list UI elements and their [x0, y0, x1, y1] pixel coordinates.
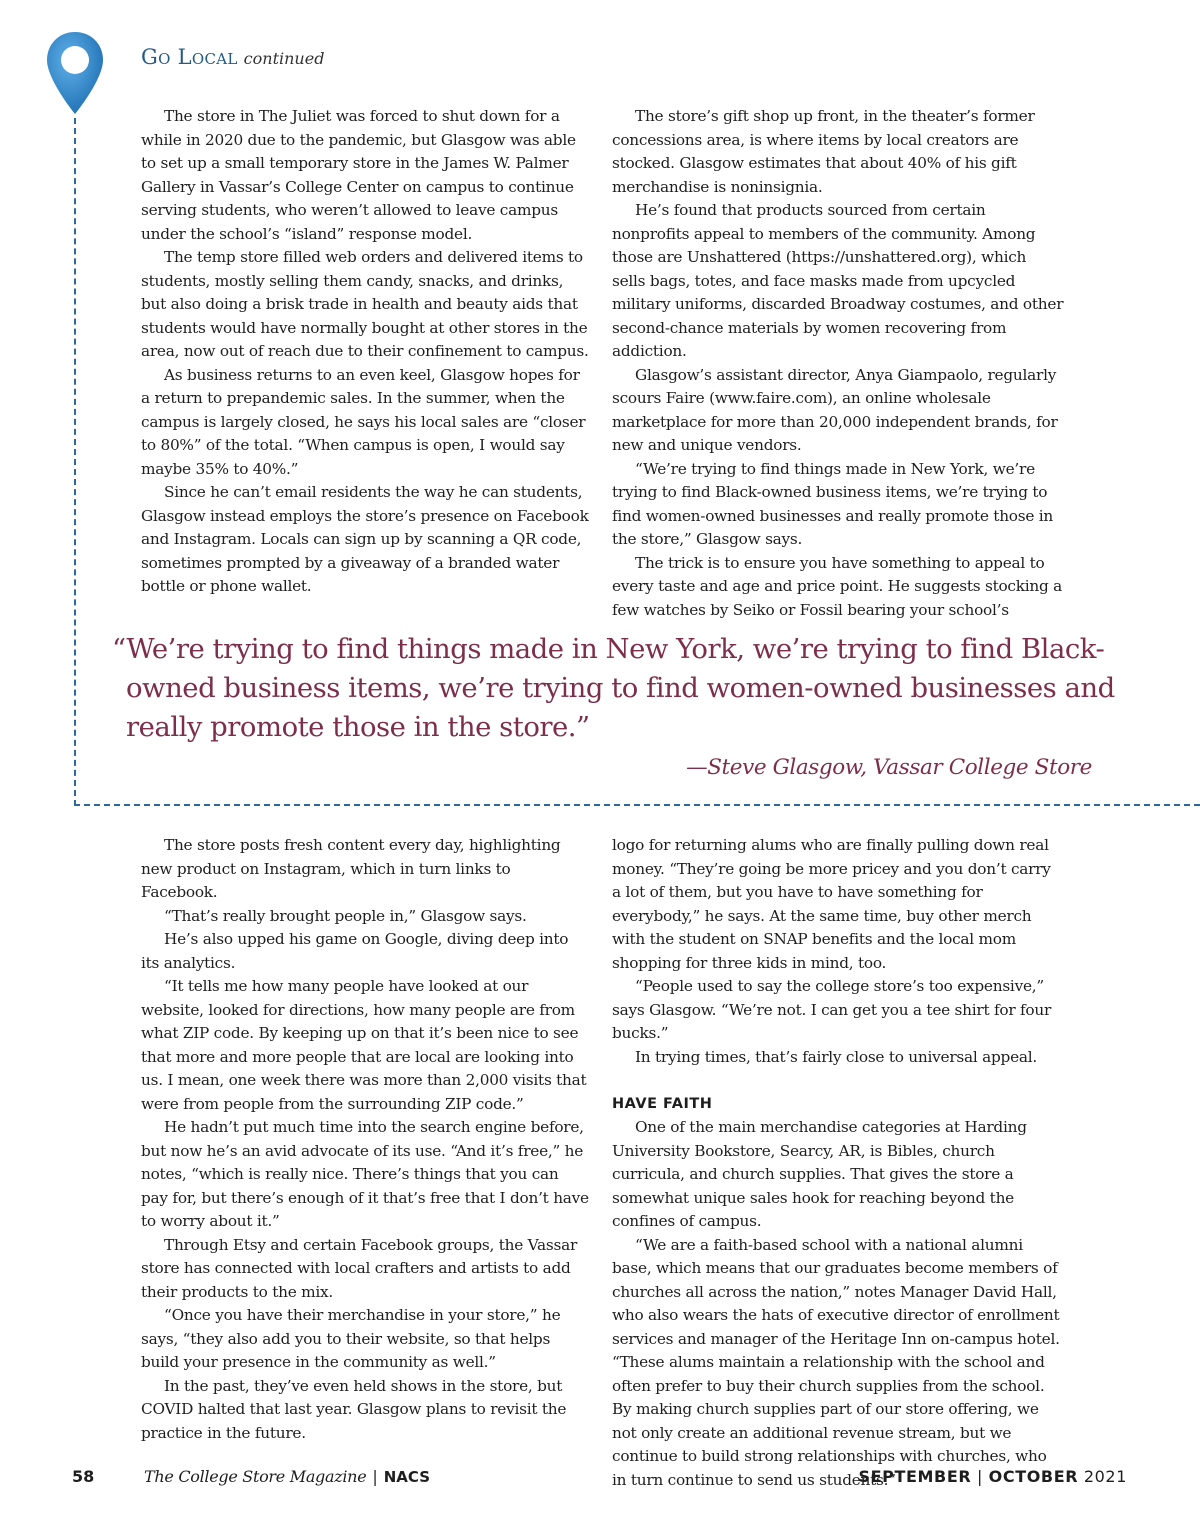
bottom-left-column [141, 834, 589, 1445]
paragraph: He’s also upped his game on Google, diving deep into its analytics. [141, 930, 569, 972]
issue-month-1: SEPTEMBER [858, 1467, 972, 1486]
paragraph: The trick is to ensure you have something to appeal to every taste and age and price point. He suggests stocking a few watches by Seiko or Fossil bearing your school’s [612, 553, 1063, 619]
paragraph: Through Etsy and certain Facebook groups, the Vassar store has connected with local crafters and artists to add their products to the mix. [141, 1235, 578, 1301]
paragraph: In trying times, that’s fairly close to universal appeal. [635, 1047, 1038, 1066]
paragraph: “People used to say the college store’s too expensive,” says Glasgow. “We’re not. I can get you a tee shirt for four bucks.” [612, 977, 1052, 1042]
section-continued: continued [243, 49, 325, 68]
paragraph: The store in The Juliet was forced to shut down for a while in 2020 due to the pandemic, but Glasgow was able to set up a small temporary store in the James W. Palmer Gallery in Vassar’s College Center on campus to continue serving students, who weren’t allowed to leave campus under the school’s “island” response model. [141, 107, 576, 243]
paragraph-continuation: logo for returning alums who are finally pulling down real money. “They’re going be more pricey and you don’t carry a lot of them, but you have to have something for everybody,” he says. At the same time, buy other merch with the student on SNAP benefits and the local mom shopping for three kids in mind, too. [612, 836, 1051, 972]
issue-month-2: OCTOBER [988, 1467, 1079, 1486]
issue-separator: | [976, 1467, 983, 1486]
paragraph: “We are a faith-based school with a national alumni base, which means that our graduates become members of churches all across the nation,” notes Manager David Hall, who also wears the hats of executive director of enrollment services and manager of the Heritage Inn on-campus hotel. “These alums maintain a relationship with the school and often prefer to buy their church supplies from the school. By making church supplies part of our store offering, we not only create an additional revenue stream, but we continue to build strong relationships with churches, who in turn continue to send us students.” [612, 1235, 1060, 1489]
paragraph: Since he can’t email residents the way he can students, Glasgow instead employs the store’s presence on Facebook and Instagram. Locals can sign up by scanning a QR code, sometimes prompted by a giveaway of a branded water bottle or phone wallet. [141, 483, 589, 595]
top-left-column [141, 105, 589, 599]
paragraph: The store’s gift shop up front, in the theater’s former concessions area, is where items by local creators are stocked. Glasgow estimates that about 40% of his gift merchandise is noninsignia. [612, 107, 1035, 196]
paragraph: He’s found that products sourced from certain nonprofits appeal to members of the community. Among those are Unshattered (https://unshattered.org), which sells bags, totes, and face masks made from upcycled military uniforms, discarded Broadway costumes, and other second-chance materials by women recovering from addiction. [612, 201, 1064, 360]
section-header [141, 45, 324, 69]
paragraph: In the past, they’ve even held shows in the store, but COVID halted that last year. Glasgow plans to revisit the practice in the future. [141, 1376, 567, 1442]
paragraph: “It tells me how many people have looked at our website, looked for directions, how many people are from what ZIP code. By keeping up on that it’s been nice to see that more and more people that are local are looking into us. I mean, one week there was more than 2,000 visits that were from people from the surrounding ZIP code.” [141, 977, 587, 1113]
org-name: NACS [383, 1468, 431, 1486]
paragraph: The store posts fresh content every day, highlighting new product on Instagram, which in turn links to Facebook. [141, 836, 561, 901]
dashed-horizontal-rule [74, 804, 1200, 806]
paragraph: He hadn’t put much time into the search engine before, but now he’s an avid advocate of its use. “And it’s free,” he notes, “which is really nice. There’s things that you can pay for, but there’s enough of it that’s free that I don’t have to worry about it.” [141, 1118, 589, 1230]
subhead-have-faith: HAVE FAITH [612, 1096, 713, 1112]
paragraph: As business returns to an even keel, Glasgow hopes for a return to prepandemic sales. In the summer, when the campus is largely closed, he says his local sales are “closer to 80%” of the total. “When campus is open, I would say maybe 35% to 40%.” [141, 365, 586, 478]
magazine-credit [144, 1467, 430, 1486]
location-pin-icon [44, 30, 106, 116]
bottom-right-column [612, 834, 1064, 1492]
footer-separator: | [372, 1467, 378, 1486]
paragraph: “That’s really brought people in,” Glasgow says. [164, 906, 527, 925]
section-title: Go Local [141, 45, 238, 69]
issue-date [859, 1467, 1128, 1486]
issue-year: 2021 [1083, 1467, 1127, 1486]
paragraph: Glasgow’s assistant director, Anya Giampaolo, regularly scours Faire (www.faire.com), an online wholesale marketplace for more than 20,000 independent brands, for new and unique vendors. [612, 365, 1058, 454]
dashed-vertical-rule [74, 118, 76, 806]
magazine-name: The College Store Magazine [144, 1467, 367, 1486]
paragraph: “We’re trying to find things made in New York, we’re trying to find Black-owned business items, we’re trying to find women-owned businesses and really promote those in the store,” Glasgow says. [612, 459, 1054, 548]
page-number: 58 [72, 1467, 95, 1486]
paragraph: The temp store filled web orders and delivered items to students, mostly selling them candy, snacks, and drinks, but also doing a brisk trade in health and beauty aids that students would have normally bought at other stores in the area, now out of reach due to their confinement to campus. [141, 248, 589, 360]
pull-quote-attribution: —Steve Glasgow, Vassar College Store [686, 755, 1092, 780]
paragraph: “Once you have their merchandise in your store,” he says, “they also add you to their website, so that helps build your presence in the community as well.” [141, 1306, 561, 1371]
page-footer [0, 1466, 1200, 1490]
top-right-column [612, 105, 1064, 622]
paragraph: One of the main merchandise categories at Harding University Bookstore, Searcy, AR, is Bibles, church curricula, and church supplies. That gives the store a somewhat unique sales hook for reaching beyond the confines of campus. [612, 1118, 1027, 1230]
pull-quote: “We’re trying to find things made in New York, we’re trying to find Black-owned business items, we’re trying to find women-owned businesses and really promote those in the store.” [112, 633, 1115, 743]
